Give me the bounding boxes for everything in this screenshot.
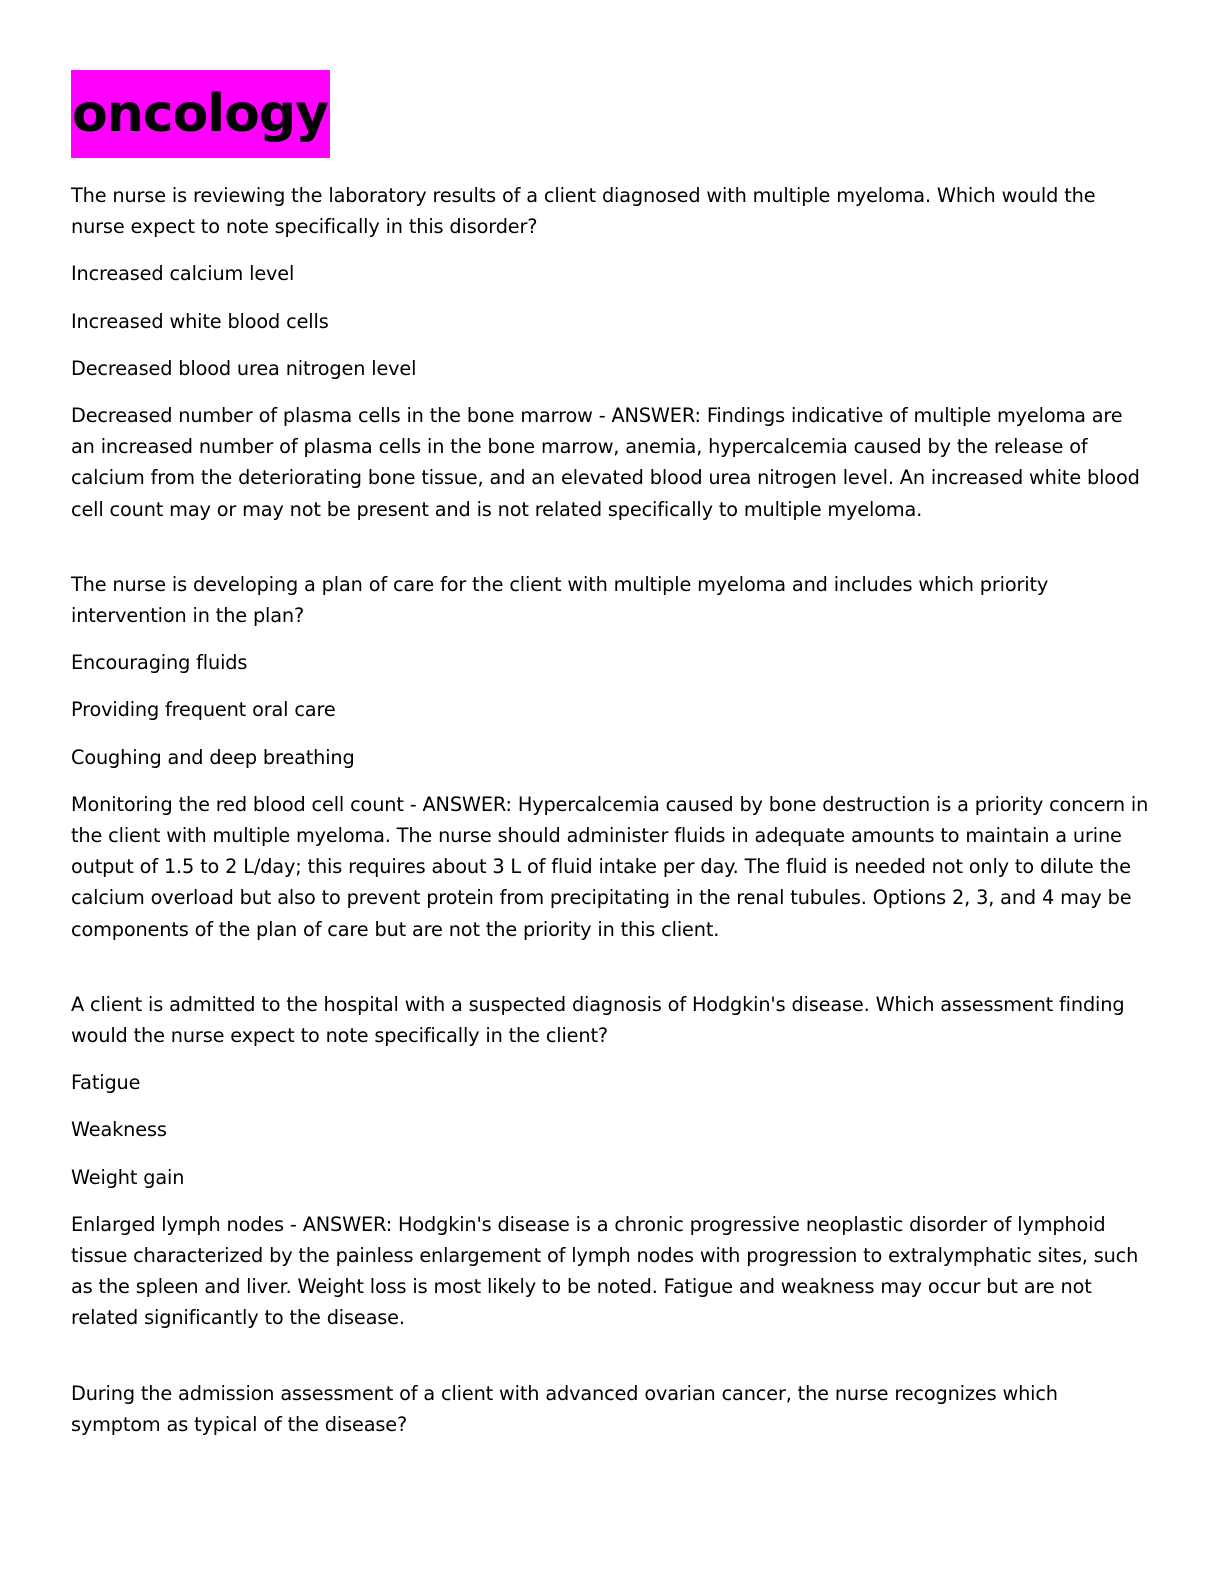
question-stem: A client is admitted to the hospital with a suspected diagnosis of Hodgkin's disease. Which assessment finding would the nurse expect to note specifically in the client? <box>71 992 1125 1048</box>
answer-option: Providing frequent oral care <box>71 698 336 722</box>
answer-option: Increased white blood cells <box>71 309 329 333</box>
document-page <box>71 70 1151 1456</box>
question-block <box>71 1378 1151 1440</box>
question-stem: The nurse is developing a plan of care for the client with multiple myeloma and includes which priority intervention in the plan? <box>71 572 1049 628</box>
answer-option: Coughing and deep breathing <box>71 745 355 769</box>
answer-rationale: Enlarged lymph nodes - ANSWER: Hodgkin's disease is a chronic progressive neoplastic disorder of lymphoid tissue characterized by the painless enlargement of lymph nodes with progression to extralymphatic sites, such as the spleen and liver. Weight loss is most likely to be noted. Fatigue and weakness may occur but are not related significantly to the disease. <box>71 1212 1139 1330</box>
document-title: oncology <box>72 84 328 144</box>
question-block <box>71 180 1151 525</box>
question-block <box>71 989 1151 1334</box>
answer-option: Fatigue <box>71 1071 141 1095</box>
question-stem: During the admission assessment of a client with advanced ovarian cancer, the nurse recognizes which symptom as typical of the disease? <box>71 1381 1058 1436</box>
answer-option: Weight gain <box>71 1165 185 1189</box>
title-highlight <box>71 70 330 158</box>
answer-option: Weakness <box>71 1118 167 1142</box>
answer-option: Encouraging fluids <box>71 651 248 675</box>
answer-option: Decreased blood urea nitrogen level <box>71 356 417 380</box>
answer-rationale: Monitoring the red blood cell count - ANSWER: Hypercalcemia caused by bone destruction is a priority concern in the client with multiple myeloma. The nurse should administer fluids in adequate amounts to maintain a urine output of 1.5 to 2 L/day; this requires about 3 L of fluid intake per day. The fluid is needed not only to dilute the calcium overload but also to prevent protein from precipitating in the renal tubules. Options 2, 3, and 4 may be components of the plan of care but are not the priority in this client. <box>71 792 1149 941</box>
answer-rationale: Decreased number of plasma cells in the bone marrow - ANSWER: Findings indicative of multiple myeloma are an increased number of plasma cells in the bone marrow, anemia, hypercalcemia caused by the release of calcium from the deteriorating bone tissue, and an elevated blood urea nitrogen level. An increased white blood cell count may or may not be present and is not related specifically to multiple myeloma. <box>71 404 1140 521</box>
question-block <box>71 569 1151 945</box>
question-stem: The nurse is reviewing the laboratory results of a client diagnosed with multiple myeloma. Which would the nurse expect to note specifically in this disorder? <box>71 184 1096 239</box>
answer-option: Increased calcium level <box>71 262 295 286</box>
